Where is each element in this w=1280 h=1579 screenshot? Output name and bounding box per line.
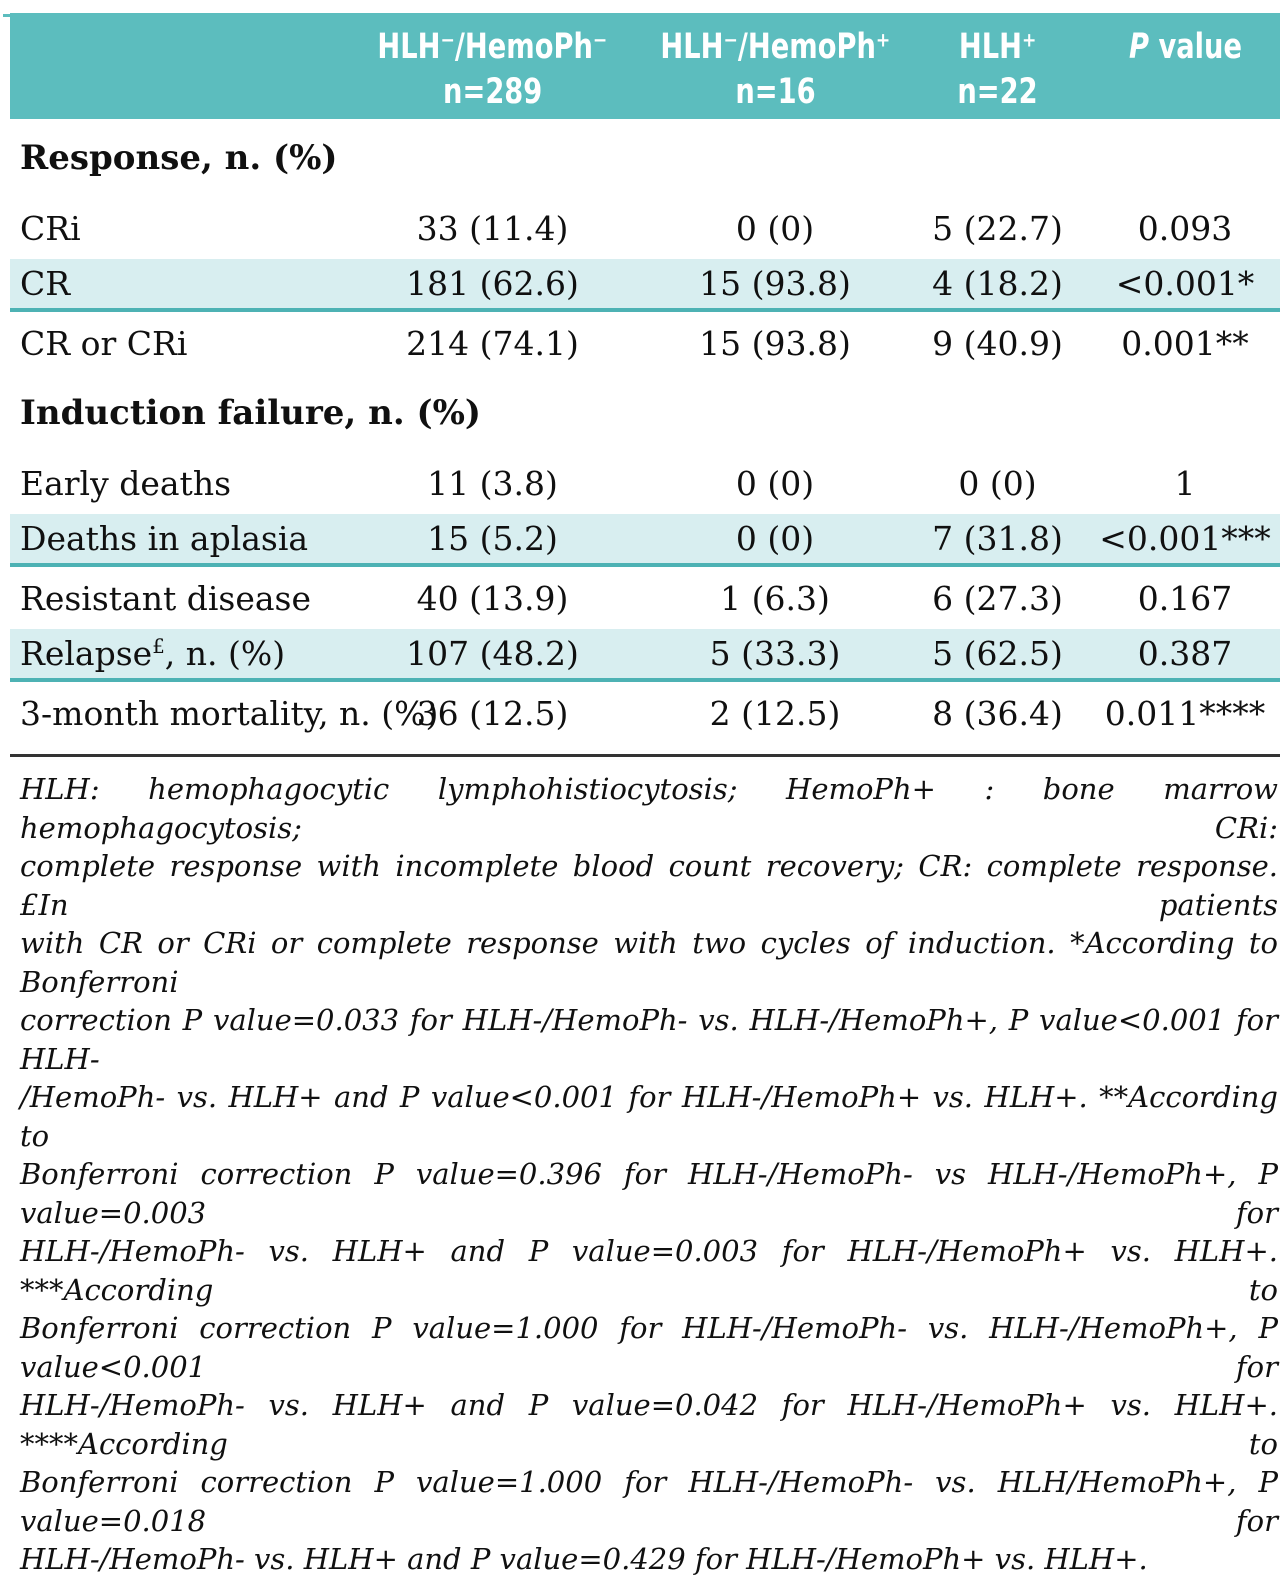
value-group3: 0 (0)	[958, 463, 1037, 503]
table-row-cr	[10, 259, 1280, 312]
value-group3: 8 (36.4)	[932, 693, 1063, 733]
value-group1: 36 (12.5)	[416, 693, 569, 733]
header-group1-line1: HLH⁻/HemoPh⁻	[377, 27, 608, 67]
footnote-line: HLH-/HemoPh- vs. HLH+ and P value=0.429 for HLH-/HemoPh+ vs. HLH+.	[20, 1542, 1148, 1576]
footnote-line: Bonferroni correction P value=0.396 for HLH-/HemoPh- vs HLH-/HemoPh+, P value=0.003 for	[20, 1157, 1278, 1230]
footnote-line: Bonferroni correction P value=1.000 for HLH-/HemoPh- vs. HLH/HemoPh+, P value=0.018 for	[20, 1465, 1278, 1538]
header-group2-line1: HLH⁻/HemoPh⁺	[660, 27, 890, 67]
value-group3: 4 (18.2)	[932, 264, 1063, 303]
row-label: 3-month mortality, n. (%)	[20, 693, 439, 733]
row-label: Resistant disease	[20, 578, 312, 618]
row-label: Relapse£, n. (%)	[20, 634, 286, 673]
footnote-divider-rule	[10, 754, 1280, 757]
row-label: Early deaths	[20, 463, 232, 503]
table-row-resistant-disease	[10, 567, 1280, 629]
footnote-line: HLH: hemophagocytic lymphohistiocytosis; HemoPh+ : bone marrow hemophagocytosis; CRi:	[20, 772, 1278, 845]
top-accent-strip	[3, 14, 1280, 17]
section-label: Induction failure, n. (%)	[20, 393, 481, 433]
table-row-3-month-mortality	[10, 682, 1280, 744]
value-group2: 0 (0)	[735, 519, 815, 558]
section-row-response	[10, 119, 1280, 197]
value-pvalue: <0.001*	[1115, 264, 1255, 303]
row-label: CR or CRi	[20, 323, 188, 363]
header-cell-hlhpos	[905, 13, 1090, 115]
value-group3: 5 (22.7)	[932, 208, 1063, 248]
header-cell-hlhneg-hemophpos	[645, 13, 905, 115]
value-group1: 40 (13.9)	[416, 578, 569, 618]
table-row-early-deaths	[10, 452, 1280, 514]
row-label: CRi	[20, 208, 81, 248]
value-group3: 5 (62.5)	[932, 634, 1063, 673]
value-group2: 5 (33.3)	[709, 634, 841, 673]
value-group1: 181 (62.6)	[406, 264, 579, 303]
value-group3: 9 (40.9)	[932, 323, 1063, 363]
footnote-line: correction P value=0.033 for HLH-/HemoPh- vs. HLH-/HemoPh+, P value<0.001 for HLH-	[20, 1003, 1278, 1076]
header-cell-hlhneg-hemophneg	[340, 13, 645, 115]
value-pvalue: 0.167	[1137, 578, 1233, 618]
value-group2: 2 (12.5)	[709, 693, 841, 733]
value-group3: 7 (31.8)	[932, 519, 1063, 558]
value-pvalue: <0.001***	[1099, 519, 1271, 558]
value-group2: 1 (6.3)	[720, 578, 830, 618]
results-table	[10, 13, 1280, 1579]
row-label: Deaths in aplasia	[20, 519, 309, 558]
row-label: CR	[20, 264, 71, 303]
header-group3-line1: HLH⁺	[958, 27, 1037, 67]
footnote-line: with CR or CRi or complete response with two cycles of induction. *According to Bonferroni	[20, 926, 1278, 999]
value-group1: 214 (74.1)	[406, 323, 579, 363]
table-row-relapse	[10, 629, 1280, 682]
value-group2: 0 (0)	[735, 463, 815, 503]
value-pvalue: 0.093	[1137, 208, 1233, 248]
value-group1: 33 (11.4)	[416, 208, 569, 248]
header-group3-line2: n=22	[957, 72, 1038, 112]
value-group2: 0 (0)	[735, 208, 815, 248]
footnote-line: HLH-/HemoPh- vs. HLH+ and P value=0.003 for HLH-/HemoPh+ vs. HLH+. ***According to	[20, 1234, 1278, 1307]
value-group2: 15 (93.8)	[699, 323, 851, 363]
header-group1-line2: n=289	[442, 72, 543, 112]
table-footnote	[20, 770, 1278, 1579]
footnote-line: complete response with incomplete blood count recovery; CR: complete response.£In patients	[20, 849, 1278, 922]
footnote-line: HLH-/HemoPh- vs. HLH+ and P value=0.042 for HLH-/HemoPh+ vs. HLH+. ****According to	[20, 1388, 1278, 1461]
footnote-line: Bonferroni correction P value=1.000 for HLH-/HemoPh- vs. HLH-/HemoPh+, P value<0.001 for	[20, 1311, 1278, 1384]
header-cell-pvalue	[1090, 13, 1280, 70]
value-group1: 107 (48.2)	[406, 634, 579, 673]
value-group1: 11 (3.8)	[427, 463, 558, 503]
table-row-cri	[10, 197, 1280, 259]
table-header-row	[10, 13, 1280, 119]
value-group3: 6 (27.3)	[932, 578, 1063, 618]
table-row-cr-or-cri	[10, 312, 1280, 374]
section-label: Response, n. (%)	[20, 138, 338, 178]
footnote-line: /HemoPh- vs. HLH+ and P value<0.001 for HLH-/HemoPh+ vs. HLH+. **According to	[20, 1080, 1278, 1153]
value-pvalue: 1	[1174, 463, 1196, 503]
table-row-deaths-in-aplasia	[10, 514, 1280, 567]
value-pvalue: 0.001**	[1121, 323, 1249, 363]
value-group1: 15 (5.2)	[427, 519, 558, 558]
pvalue-header-label: P value	[1128, 27, 1242, 67]
relapse-footnote-marker: £	[152, 635, 165, 658]
value-pvalue: 0.387	[1137, 634, 1233, 673]
value-group2: 15 (93.8)	[699, 264, 851, 303]
header-group2-line2: n=16	[734, 72, 816, 112]
section-row-induction-failure	[10, 374, 1280, 452]
value-pvalue: 0.011****	[1104, 693, 1266, 733]
